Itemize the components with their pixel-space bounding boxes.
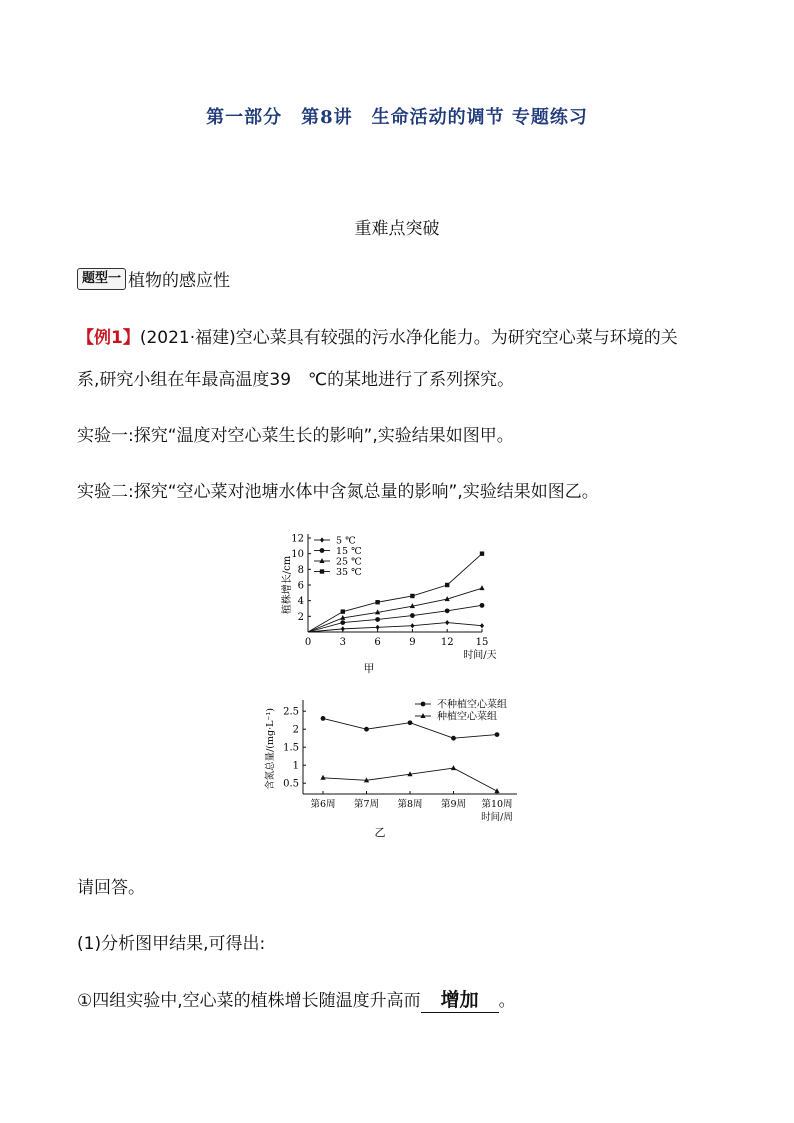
data-point: [364, 727, 369, 732]
y-tick-label: 4: [297, 596, 304, 608]
example-line-2: 系,研究小组在年最高温度39 ℃的某地进行了系列探究。: [77, 370, 515, 390]
answer-blank[interactable]: 增加: [421, 988, 499, 1013]
legend-marker: [320, 537, 324, 542]
x-tick-label: 15: [475, 637, 489, 648]
data-point: [375, 617, 380, 622]
x-tick-label: 第9周: [440, 799, 467, 810]
example-line-1: (2021·福建)空心菜具有较强的污水净化能力。为研究空心菜与环境的关: [139, 328, 678, 348]
data-point: [341, 626, 345, 631]
x-axis-label: 时间/周: [481, 812, 513, 823]
x-tick-label: 12: [440, 637, 454, 648]
legend-marker: [421, 702, 426, 707]
experiment-2-text: 实验二:探究“空心菜对池塘水体中含氮总量的影响”,实验结果如图乙。: [77, 482, 599, 502]
question-1-1-prefix: ①四组实验中,空心菜的植株增长随温度升高而: [77, 991, 421, 1011]
legend-label: 种植空心菜组: [437, 711, 497, 723]
y-tick-label: 2: [292, 724, 299, 736]
data-point: [410, 613, 415, 618]
data-point: [480, 551, 484, 555]
data-point: [376, 625, 380, 630]
data-point: [408, 720, 413, 725]
data-point: [451, 736, 456, 741]
series-line: [308, 554, 482, 632]
legend-label: 5 ℃: [336, 535, 356, 547]
y-axis-label: 植株增长/cm: [282, 555, 293, 615]
y-tick-label: 6: [297, 580, 304, 592]
legend-marker: [320, 569, 324, 573]
question-1: (1)分析图甲结果,可得出:: [77, 934, 266, 954]
y-tick-label: 8: [297, 564, 304, 576]
question-type-label: 植物的感应性: [128, 271, 231, 291]
legend-label: 15 ℃: [336, 546, 362, 557]
question-type-row: [77, 266, 230, 291]
x-tick-label: 第10周: [481, 799, 513, 810]
x-tick-label: 第8周: [397, 799, 423, 810]
data-point: [451, 765, 456, 770]
data-point: [445, 608, 450, 613]
y-tick-label: 1: [292, 760, 299, 772]
chart-jia: [270, 528, 510, 680]
x-tick-label: 第6周: [310, 799, 336, 810]
data-point: [320, 775, 325, 780]
chart-caption: 乙: [374, 826, 386, 839]
x-tick-label: 0: [304, 637, 312, 648]
chart-yi: [255, 692, 535, 842]
data-point: [375, 600, 379, 604]
data-point: [341, 609, 345, 613]
y-axis-label: 含氮总量/(mg·L⁻¹): [265, 708, 276, 790]
legend-marker: [420, 713, 425, 718]
legend-label: 35 ℃: [336, 567, 362, 578]
data-point: [495, 732, 500, 737]
y-tick-label: 2.5: [283, 706, 299, 718]
y-tick-label: 12: [291, 533, 304, 545]
question-1-1: [77, 988, 727, 1013]
data-point: [445, 583, 449, 587]
data-point: [479, 585, 484, 590]
data-point: [445, 620, 449, 625]
data-point: [340, 620, 345, 625]
question-1-1-suffix: 。: [498, 991, 516, 1011]
section-heading: 重难点突破: [354, 219, 440, 239]
y-tick-label: 1.5: [283, 742, 299, 754]
data-point: [410, 594, 414, 598]
legend-marker: [319, 558, 324, 563]
legend-label: 不种植空心菜组: [437, 699, 507, 711]
example-intro: [77, 326, 727, 350]
x-tick-label: 第7周: [353, 799, 380, 810]
x-tick-label: 9: [409, 637, 416, 648]
data-point: [480, 623, 484, 628]
x-axis-label: 时间/天: [463, 650, 497, 661]
question-type-badge: 题型一: [77, 268, 126, 290]
experiment-1-text: 实验一:探究“温度对空心菜生长的影响”,实验结果如图甲。: [77, 426, 514, 446]
y-tick-label: 0.5: [283, 778, 299, 790]
page-title: 第一部分 第8讲 生命活动的调节 专题练习: [206, 107, 588, 128]
chart-caption: 甲: [363, 662, 375, 675]
series-line: [308, 623, 482, 632]
data-point: [410, 623, 414, 628]
example-tag: 【例1】: [77, 328, 140, 348]
x-tick-label: 3: [339, 637, 346, 648]
data-point: [480, 603, 485, 608]
series-line: [308, 588, 482, 632]
x-tick-label: 6: [374, 637, 381, 648]
y-tick-label: 2: [297, 611, 304, 623]
legend-marker: [320, 548, 325, 553]
y-tick-label: 10: [291, 549, 304, 561]
legend-label: 25 ℃: [336, 556, 362, 568]
question-prompt: 请回答。: [77, 878, 145, 898]
data-point: [321, 716, 326, 721]
